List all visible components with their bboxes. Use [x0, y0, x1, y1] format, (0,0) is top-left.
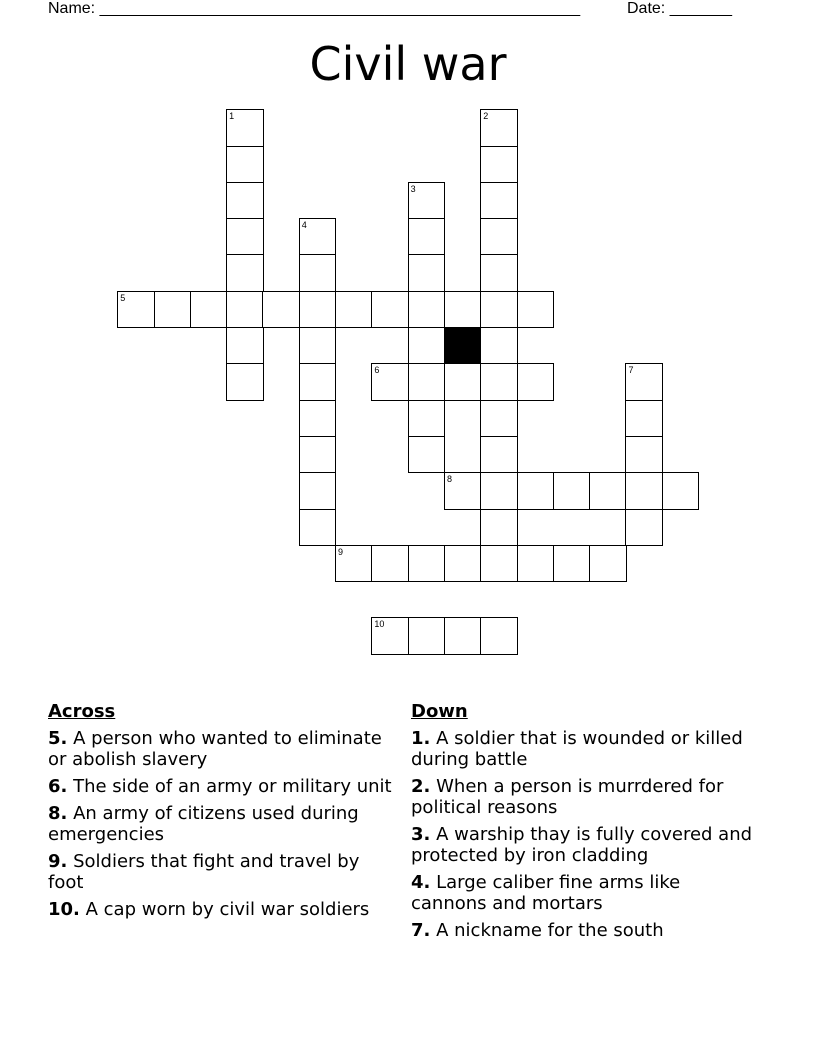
- answer-cell[interactable]: [480, 509, 518, 547]
- answer-cell[interactable]: [408, 254, 446, 292]
- answer-cell[interactable]: [226, 182, 264, 220]
- answer-cell[interactable]: [299, 327, 337, 365]
- answer-cell[interactable]: [480, 254, 518, 292]
- answer-cell[interactable]: [480, 146, 518, 184]
- answer-cell[interactable]: [408, 400, 446, 438]
- answer-cell[interactable]: [117, 291, 155, 329]
- down-clue: [411, 920, 761, 941]
- answer-cell[interactable]: [299, 400, 337, 438]
- answer-cell[interactable]: [480, 109, 518, 147]
- across-clue: [48, 776, 398, 797]
- across-clue: [48, 728, 398, 770]
- answer-cell[interactable]: [625, 436, 663, 474]
- answer-cell[interactable]: [408, 327, 446, 365]
- answer-cell[interactable]: [262, 291, 300, 329]
- answer-cell[interactable]: [625, 509, 663, 547]
- answer-cell[interactable]: [408, 218, 446, 256]
- down-clue: [411, 728, 761, 770]
- answer-cell[interactable]: [299, 472, 337, 510]
- answer-cell[interactable]: [517, 545, 555, 583]
- across-clue: [48, 899, 398, 920]
- answer-cell[interactable]: [553, 545, 591, 583]
- answer-cell[interactable]: [480, 327, 518, 365]
- answer-cell[interactable]: [480, 363, 518, 401]
- answer-cell[interactable]: [190, 291, 228, 329]
- down-clues: [411, 700, 761, 947]
- clue-number: 6.: [48, 776, 68, 797]
- clue-number: 2: [483, 111, 489, 122]
- answer-cell[interactable]: [553, 472, 591, 510]
- date-field-label: Date: _______: [627, 0, 732, 17]
- clue-text: When a person is murrdered for political reasons: [411, 776, 724, 818]
- clue-text: Soldiers that fight and travel by foot: [48, 851, 360, 893]
- clue-text: A soldier that is wounded or killed during battle: [411, 728, 743, 770]
- across-clue: [48, 803, 398, 845]
- answer-cell[interactable]: [226, 254, 264, 292]
- clue-number: 10: [374, 619, 385, 630]
- answer-cell[interactable]: [371, 363, 409, 401]
- answer-cell[interactable]: [444, 472, 482, 510]
- clue-number: 2.: [411, 776, 431, 797]
- answer-cell[interactable]: [480, 436, 518, 474]
- down-heading: Down: [411, 701, 468, 722]
- clue-number: 3: [410, 183, 416, 194]
- answer-cell[interactable]: [480, 545, 518, 583]
- answer-cell[interactable]: [480, 400, 518, 438]
- answer-cell[interactable]: [408, 436, 446, 474]
- clue-number: 9: [338, 546, 344, 557]
- answer-cell[interactable]: [408, 291, 446, 329]
- answer-cell[interactable]: [480, 472, 518, 510]
- clue-number: 5.: [48, 728, 68, 749]
- down-clue: [411, 872, 761, 914]
- answer-cell[interactable]: [226, 218, 264, 256]
- black-square: [444, 327, 482, 365]
- answer-cell[interactable]: [371, 545, 409, 583]
- answer-cell[interactable]: [444, 291, 482, 329]
- answer-cell[interactable]: [408, 617, 446, 655]
- answer-cell[interactable]: [625, 363, 663, 401]
- name-field-label: Name: ______________________________________________________: [48, 0, 581, 17]
- answer-cell[interactable]: [408, 363, 446, 401]
- answer-cell[interactable]: [444, 363, 482, 401]
- answer-cell[interactable]: [480, 291, 518, 329]
- answer-cell[interactable]: [226, 363, 264, 401]
- clue-number: 1.: [411, 728, 431, 749]
- clue-number: 6: [374, 365, 380, 376]
- clue-text: A nickname for the south: [436, 920, 664, 941]
- clue-number: 7.: [411, 920, 431, 941]
- answer-cell[interactable]: [517, 472, 555, 510]
- answer-cell[interactable]: [625, 400, 663, 438]
- clue-number: 9.: [48, 851, 68, 872]
- clue-text: A cap worn by civil war soldiers: [85, 899, 370, 920]
- clue-number: 5: [120, 292, 126, 303]
- clue-text: The side of an army or military unit: [73, 776, 392, 797]
- across-heading: Across: [48, 701, 116, 722]
- answer-cell[interactable]: [444, 617, 482, 655]
- clue-number: 10.: [48, 899, 80, 920]
- answer-cell[interactable]: [299, 218, 337, 256]
- answer-cell[interactable]: [299, 254, 337, 292]
- clue-number: 4: [301, 220, 307, 231]
- answer-cell[interactable]: [517, 291, 555, 329]
- answer-cell[interactable]: [517, 363, 555, 401]
- answer-cell[interactable]: [589, 545, 627, 583]
- answer-cell[interactable]: [371, 291, 409, 329]
- answer-cell[interactable]: [226, 327, 264, 365]
- answer-cell[interactable]: [480, 218, 518, 256]
- answer-cell[interactable]: [226, 291, 264, 329]
- clue-number: 8: [446, 474, 452, 485]
- clue-number: 8.: [48, 803, 68, 824]
- down-clue: [411, 776, 761, 818]
- across-clues: [48, 700, 398, 926]
- clue-text: A warship thay is fully covered and protected by iron cladding: [411, 824, 753, 866]
- answer-cell[interactable]: [335, 545, 373, 583]
- puzzle-title: Civil war: [309, 37, 507, 91]
- answer-cell[interactable]: [299, 363, 337, 401]
- answer-cell[interactable]: [154, 291, 192, 329]
- answer-cell[interactable]: [480, 182, 518, 220]
- clue-number: 1: [229, 111, 235, 122]
- answer-cell[interactable]: [299, 509, 337, 547]
- clue-number: 4.: [411, 872, 431, 893]
- answer-cell[interactable]: [335, 291, 373, 329]
- answer-cell[interactable]: [299, 436, 337, 474]
- clue-text: An army of citizens used during emergencies: [48, 803, 359, 845]
- answer-cell[interactable]: [589, 472, 627, 510]
- clue-number: 3.: [411, 824, 431, 845]
- across-clue: [48, 851, 398, 893]
- clue-text: Large caliber fine arms like cannons and mortars: [411, 872, 681, 914]
- answer-cell[interactable]: [444, 545, 482, 583]
- clue-text: A person who wanted to eliminate or abolish slavery: [48, 728, 382, 770]
- answer-cell[interactable]: [408, 545, 446, 583]
- clue-number: 7: [628, 365, 634, 376]
- answer-cell[interactable]: [662, 472, 700, 510]
- answer-cell[interactable]: [299, 291, 337, 329]
- answer-cell[interactable]: [226, 146, 264, 184]
- down-clue: [411, 824, 761, 866]
- answer-cell[interactable]: [408, 182, 446, 220]
- answer-cell[interactable]: [226, 109, 264, 147]
- answer-cell[interactable]: [625, 472, 663, 510]
- answer-cell[interactable]: [480, 617, 518, 655]
- answer-cell[interactable]: [371, 617, 409, 655]
